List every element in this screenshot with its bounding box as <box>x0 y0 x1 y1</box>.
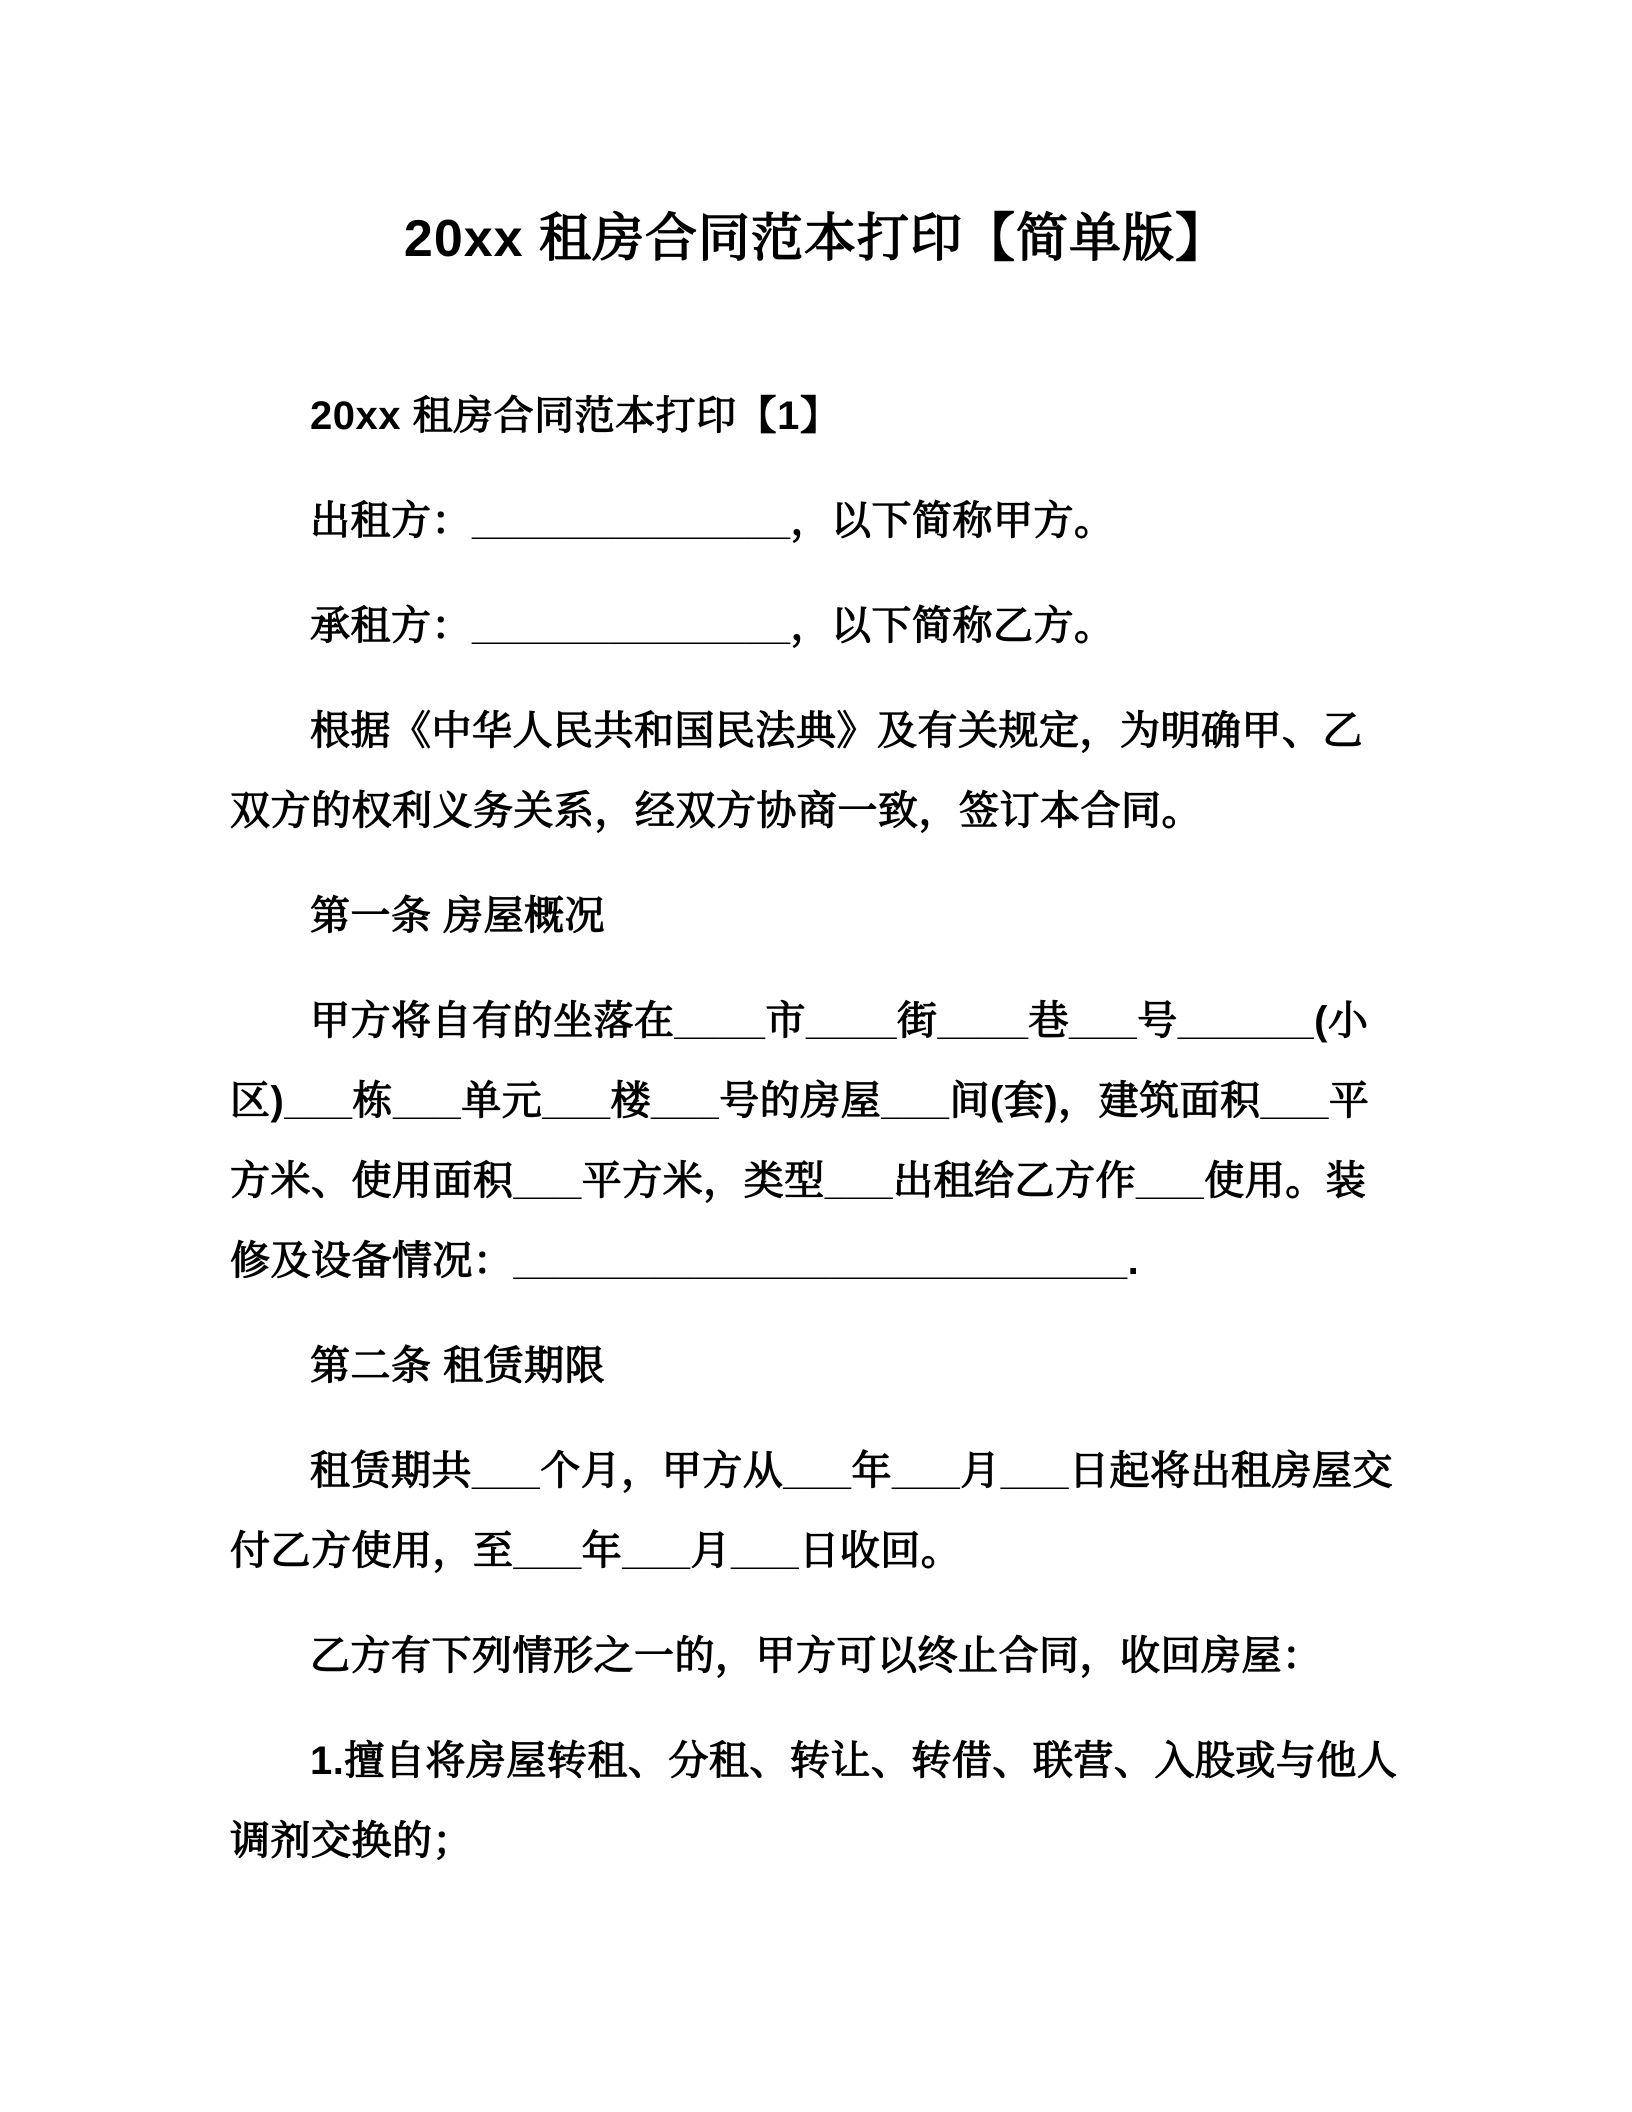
paragraph-lease-term-blanks: 租赁期共___个月，甲方从___年___月___日起将出租房屋交付乙方使用，至___年___月___日收回。 <box>230 1449 1393 1574</box>
paragraph-legal-basis: 根据《中华人民共和国民法典》及有关规定，为明确甲、乙双方的权利义务关系，经双方协商一致，签订本合同。 <box>230 709 1363 834</box>
heading-article-1-house-overview: 第一条 房屋概况 <box>310 894 606 939</box>
document-body <box>230 376 1402 1881</box>
paragraph-termination-conditions-intro: 乙方有下列情形之一的，甲方可以终止合同，收回房屋： <box>310 1634 1323 1679</box>
paragraph-lessee-blank: 承租方：______________，以下简称乙方。 <box>310 604 1115 649</box>
document-main-title: 20xx 租房合同范本打印【简单版】 <box>403 210 1229 268</box>
heading-article-2-lease-term: 第二条 租赁期限 <box>310 1344 606 1389</box>
paragraph-house-details-blanks: 甲方将自有的坐落在____市____街____巷___号______(小区)___栋___单元___楼___号的房屋___间(套)，建筑面积___平方米、使用面积___平方米，类型___出租给乙方作___使用。装修及设备情况：___________________________. <box>230 999 1370 1284</box>
paragraph-lessor-blank: 出租方：______________，以下简称甲方。 <box>310 499 1115 544</box>
paragraph-termination-item-1: 1.擅自将房屋转租、分租、转让、转借、联营、入股或与他人调剂交换的； <box>230 1739 1398 1864</box>
contract-subheading: 20xx 租房合同范本打印【1】 <box>310 394 841 439</box>
